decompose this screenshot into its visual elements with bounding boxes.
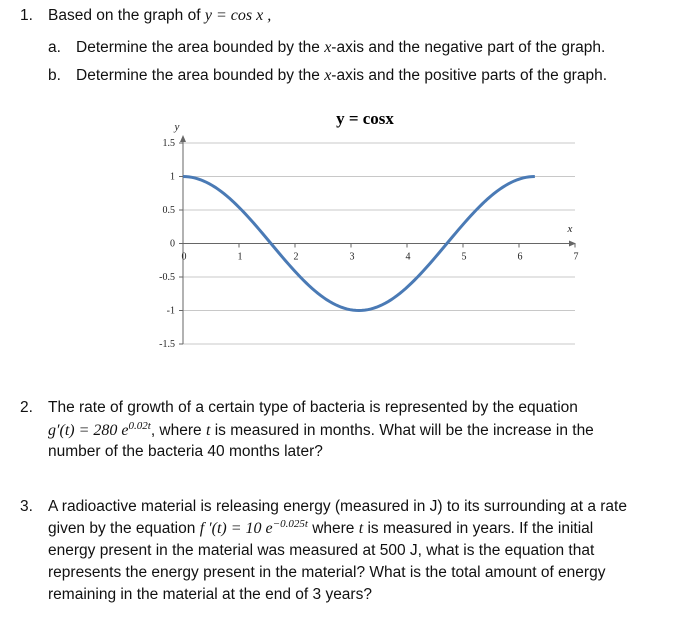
question-1-number: 1.: [20, 7, 33, 24]
chart-axes: [180, 135, 576, 344]
question-2-var: t: [205, 422, 211, 439]
question-3-line-3: [48, 541, 594, 561]
chart-x-tick-label: 2: [293, 251, 299, 263]
chart-x-tick-label: 1: [237, 251, 243, 263]
chart-title: y = cosx: [336, 109, 394, 128]
question-1-text: Based on the graph of: [48, 7, 201, 24]
question-2-line-2: [48, 421, 594, 441]
chart-x-tick-label: 5: [461, 251, 467, 263]
question-3-equation: f ′(t) = 10 e: [199, 520, 273, 537]
question-3-line-5: [48, 585, 372, 605]
chart-y-tick-label: -1.5: [159, 339, 175, 350]
question-3-text-2a: given by the equation: [48, 520, 196, 537]
question-1-heading: [20, 6, 271, 26]
question-2-equation: g′(t) = 280 e: [48, 422, 129, 439]
chart-y-ticks: [159, 138, 183, 350]
question-2-line-3: [48, 442, 323, 462]
question-1a-text-before: Determine the area bounded by the: [76, 39, 320, 56]
question-3-text-4: represents the energy present in the material? What is the total amount of energy: [48, 564, 606, 581]
question-1b-var: x: [324, 67, 332, 84]
question-1a-text-after: -axis and the negative part of the graph.: [331, 39, 606, 56]
question-3-line-2: [48, 519, 593, 539]
question-3-text-2c: is measured in years. If the initial: [367, 520, 594, 537]
chart-y-axis-label: y: [174, 121, 180, 133]
chart-y-tick-label: 0: [170, 238, 175, 250]
chart-x-tick-label: 6: [517, 251, 523, 263]
chart-x-tick-label: 3: [349, 251, 355, 263]
question-2-text-3: number of the bacteria 40 months later?: [48, 443, 323, 460]
chart-x-tick-label: 7: [573, 251, 579, 263]
chart-x-tick-label: 0: [181, 251, 187, 263]
question-2-text-2b: is measured in months. What will be the increase in the: [214, 422, 594, 439]
question-3-number: 3.: [20, 498, 33, 515]
chart-x-axis-label: x: [567, 223, 573, 235]
question-1-equation: y = cos x ,: [204, 7, 272, 24]
question-1b-text-after: -axis and the positive parts of the graph.: [331, 67, 608, 84]
question-2-number: 2.: [20, 399, 33, 416]
cosine-chart: [130, 108, 590, 358]
chart-y-tick-label: -0.5: [159, 272, 175, 283]
chart-y-tick-label: -1: [166, 305, 175, 317]
chart-y-tick-label: 1.5: [162, 138, 175, 149]
question-3-line-1: [20, 497, 627, 517]
chart-x-ticks: [182, 244, 579, 263]
question-1b-text-before: Determine the area bounded by the: [76, 67, 320, 84]
question-3-line-4: [48, 563, 605, 583]
question-3-var: t: [358, 520, 364, 537]
question-1a-var: x: [324, 39, 332, 56]
question-1b: [48, 66, 607, 86]
question-3-text-3: energy present in the material was measured at 500 J, what is the equation that: [48, 542, 595, 559]
question-2-text-1: The rate of growth of a certain type of bacteria is represented by the equation: [48, 399, 578, 416]
chart-y-axis-arrow: [180, 135, 186, 142]
question-2-equation-exponent: 0.02t: [128, 420, 151, 432]
question-1a-label: a.: [48, 39, 61, 56]
question-3-text-5: remaining in the material at the end of 3 years?: [48, 586, 372, 603]
question-2-line-1: [20, 398, 578, 418]
chart-x-tick-label: 4: [405, 251, 411, 263]
question-1b-label: b.: [48, 67, 61, 84]
question-2-text-2a: , where: [150, 422, 202, 439]
question-3-text-1: A radioactive material is releasing energy (measured in J) to its surrounding at a rate: [48, 498, 627, 515]
question-3-equation-exponent: −0.025t: [272, 518, 308, 530]
chart-y-tick-label: 1: [170, 171, 175, 183]
chart-y-tick-label: 0.5: [162, 205, 175, 216]
question-3-text-2b: where: [312, 520, 355, 537]
question-1a: [48, 38, 605, 58]
